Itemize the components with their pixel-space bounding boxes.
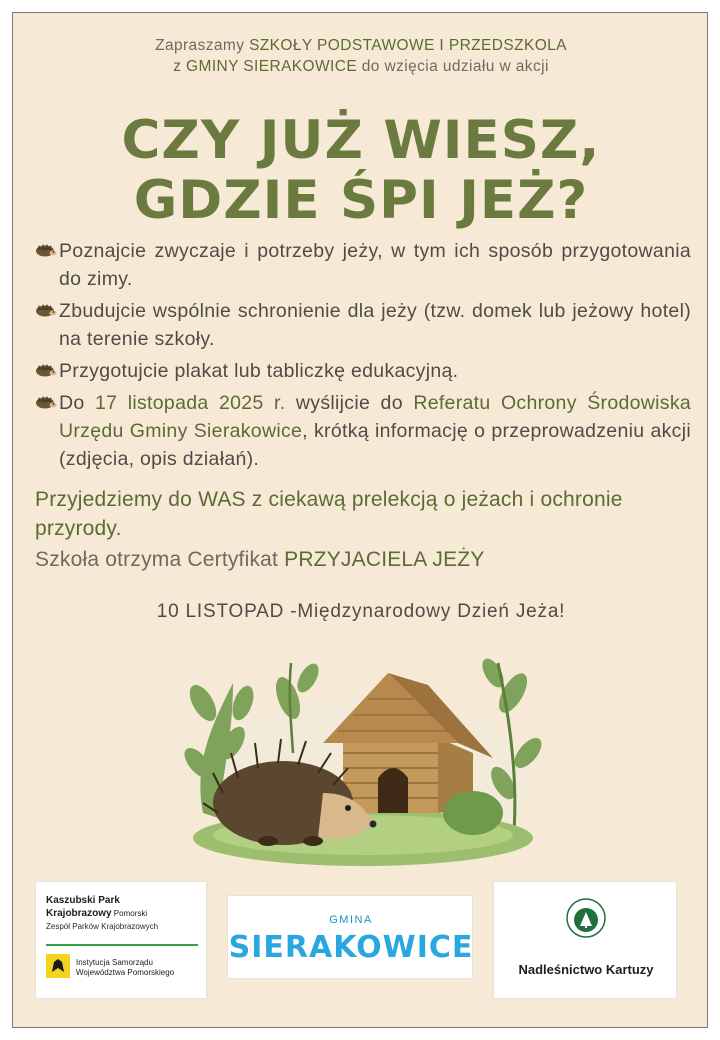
pomorskie-emblem-icon (46, 954, 70, 978)
intro-highlight-schools: SZKOŁY PODSTAWOWE I PRZEDSZKOLA (249, 37, 567, 54)
hedgehog-bullet-icon (35, 395, 57, 409)
hedgehog-bullet-icon (35, 363, 57, 377)
certificate-name: PRZYJACIELA JEŻY (284, 548, 485, 571)
title-line-2: GDZIE ŚPI JEŻ? (133, 170, 589, 231)
kpk-logo: Kaszubski Park Krajobrazowy Pomorski Zespół Parków Krajobrazowych Instytucja Samorządu Województwa Pomorskiego (35, 881, 207, 999)
hedgehog-bullet-icon (35, 243, 57, 257)
task-item-learn: Poznajcie zwyczaje i potrzeby jeży, w tym ich sposób przygotowania do zimy. (35, 237, 691, 293)
invite-text: Przyjedziemy do WAS z ciekawą prelekcją o jeżach i ochronie przyrody. (35, 488, 623, 540)
poster (12, 12, 708, 1028)
title-line-1: CZY JUŻ WIESZ, (121, 110, 601, 171)
intro-line-2: z GMINY SIERAKOWICE do wzięcia udziału w akcji (173, 58, 549, 75)
task-item-build: Zbudujcie wspólnie schronienie dla jeży (tzw. domek lub jeżowy hotel) na terenie szkoły. (35, 297, 691, 353)
gmina-sierakowice-logo: GMINA SIERAKOWICE (227, 895, 473, 979)
hedgehog-bullet-icon (35, 303, 57, 317)
poster-title (13, 111, 708, 231)
task-item-poster: Przygotujcie plakat lub tabliczkę edukacyjną. (35, 357, 691, 385)
intro-highlight-gmina: z GMINY SIERAKOWICE (173, 58, 358, 75)
certificate-text: Szkoła otrzyma Certyfikat PRZYJACIELA JEŻY (35, 548, 485, 571)
hedgehog-day-line: 10 LISTOPAD -Międzynarodowy Dzień Jeża! (156, 601, 566, 622)
task-list (35, 237, 691, 477)
intro-line-1: Zapraszamy SZKOŁY PODSTAWOWE I PRZEDSZKOLA (155, 37, 567, 54)
deadline-date: 17 listopada 2025 r. (95, 392, 286, 414)
office-name: Referatu Ochrony Środowiska Urzędu Gminy Sierakowice (59, 392, 692, 442)
kpk-divider (46, 944, 198, 946)
hedgehog-house-illustration (173, 643, 553, 868)
nadlesnictwo-logo: Nadleśnictwo Kartuzy (493, 881, 677, 999)
intro-text (13, 35, 708, 77)
lasy-panstwowe-icon (566, 898, 606, 938)
task-item-report: Do 17 listopada 2025 r. wyślijcie do Referatu Ochrony Środowiska Urzędu Gminy Sierakowice, krótką informację o przeprowadzeniu akcji (zdjęcia, opis działań). (35, 389, 691, 473)
